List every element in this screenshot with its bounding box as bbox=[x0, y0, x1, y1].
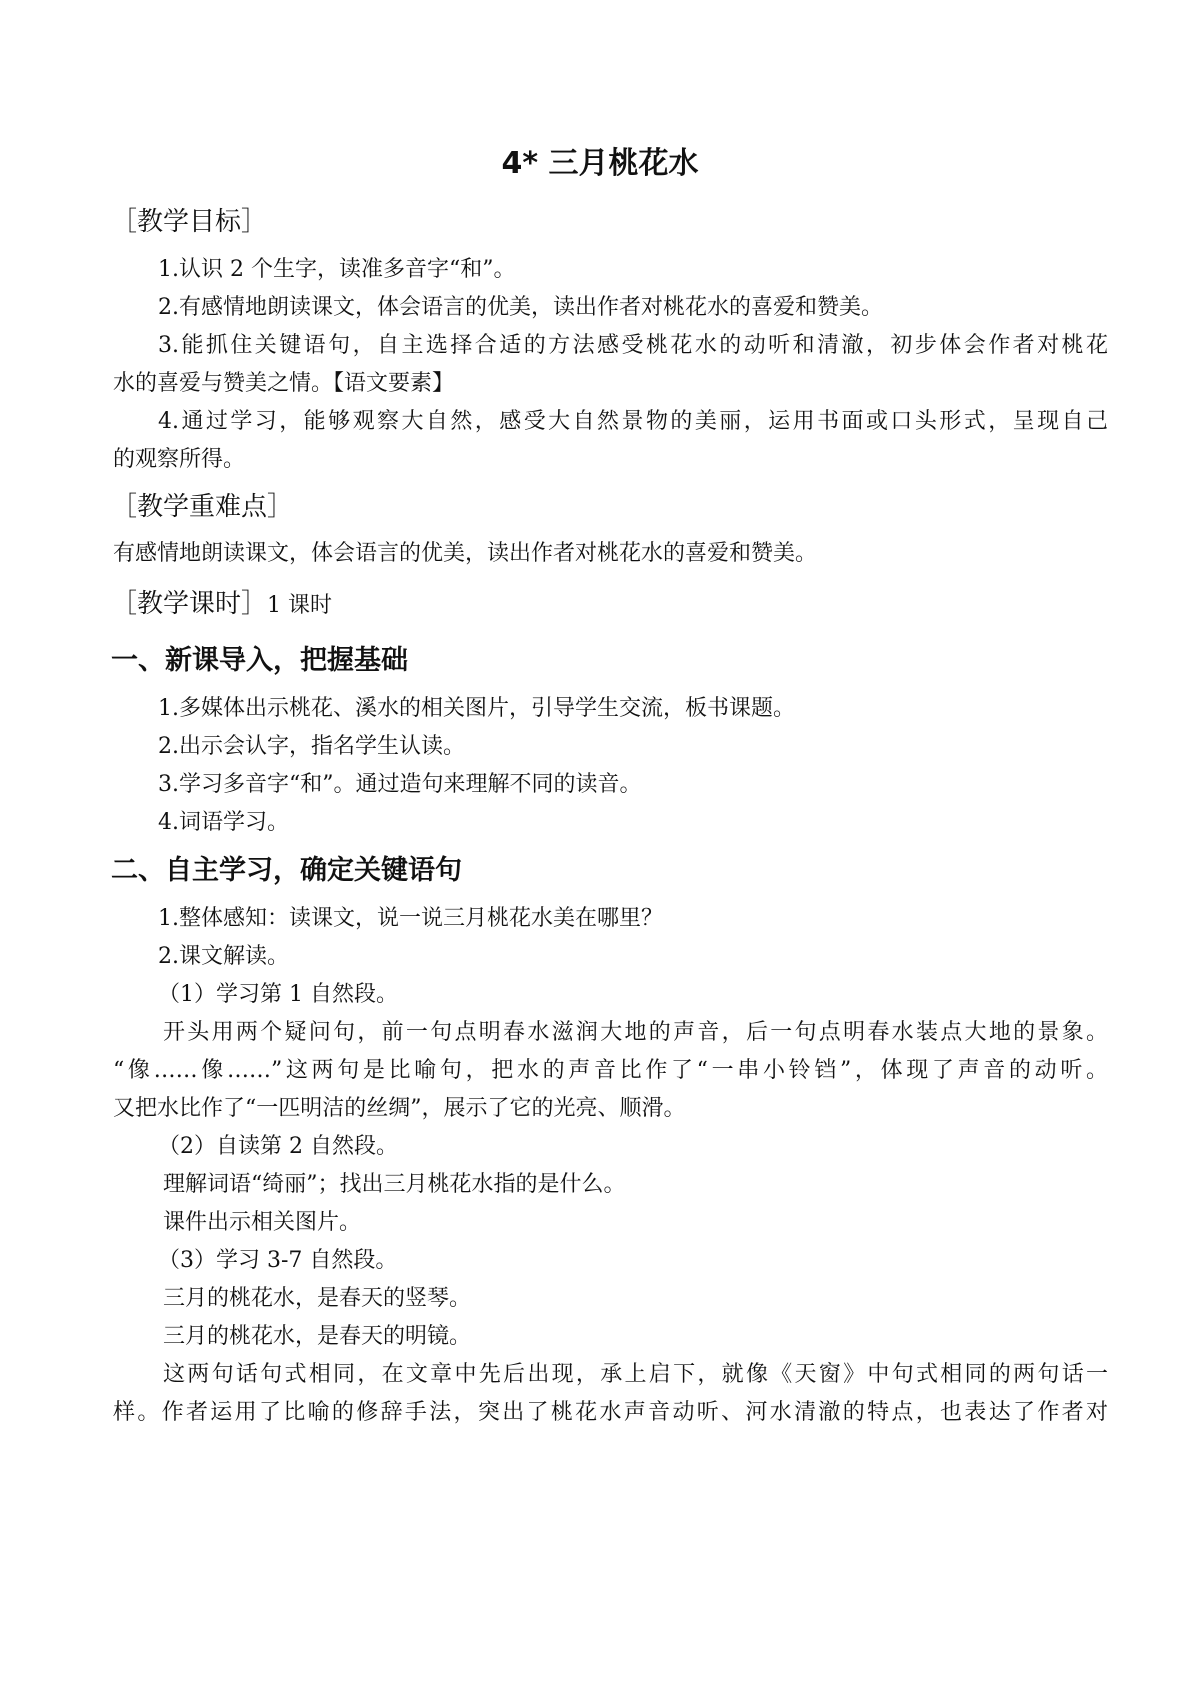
part1-item-1: 1.多媒体出示桃花、溪水的相关图片，引导学生交流，板书课题。 bbox=[158, 696, 795, 721]
objective-item-4-cont: 的观察所得。 bbox=[113, 447, 246, 472]
part1-item-3: 3.学习多音字“和”。通过造句来理解不同的读音。 bbox=[158, 772, 642, 797]
part2-line-8: 理解词语“绮丽”；找出三月桃花水指的是什么。 bbox=[163, 1172, 626, 1197]
objective-item-3-cont: 水的喜爱与赞美之情。【语文要素】 bbox=[113, 371, 455, 396]
class-hours-heading: ［教学课时］ bbox=[111, 589, 268, 619]
objective-item-2: 2.有感情地朗读课文，体会语言的优美，读出作者对桃花水的喜爱和赞美。 bbox=[158, 295, 883, 320]
objective-item-3: 3.能抓住关键语句，自主选择合适的方法感受桃花水的动听和清澈，初步体会作者对桃花 bbox=[158, 333, 1108, 358]
part2-line-13: 这两句话句式相同，在文章中先后出现，承上启下，就像《天窗》中句式相同的两句话一 bbox=[163, 1362, 1108, 1387]
part2-line-12: 三月的桃花水，是春天的明镜。 bbox=[163, 1324, 472, 1349]
part2-line-14: 样。作者运用了比喻的修辞手法，突出了桃花水声音动听、河水清澈的特点，也表达了作者对 bbox=[113, 1400, 1108, 1425]
class-hours-value: 1 课时 bbox=[267, 593, 333, 618]
part1-item-2: 2.出示会认字，指名学生认读。 bbox=[158, 734, 465, 759]
part2-line-5: “像……像……”这两句是比喻句，把水的声音比作了“一串小铃铛”，体现了声音的动听。 bbox=[113, 1058, 1108, 1083]
objectives-heading: ［教学目标］ bbox=[111, 207, 268, 237]
part2-line-2: 2.课文解读。 bbox=[158, 944, 289, 969]
part2-line-9: 课件出示相关图片。 bbox=[163, 1210, 362, 1235]
objective-item-1: 1.认识 2 个生字，读准多音字“和”。 bbox=[158, 257, 516, 282]
part2-heading: 二、自主学习，确定关键语句 bbox=[111, 855, 462, 886]
part2-line-1: 1.整体感知：读课文，说一说三月桃花水美在哪里？ bbox=[158, 906, 663, 931]
part2-line-7: （2）自读第 2 自然段。 bbox=[158, 1134, 398, 1159]
part2-line-6: 又把水比作了“一匹明洁的丝绸”，展示了它的光亮、顺滑。 bbox=[113, 1096, 686, 1121]
key-points-heading: ［教学重难点］ bbox=[111, 492, 294, 522]
part1-heading: 一、新课导入，把握基础 bbox=[111, 645, 408, 676]
part1-item-4: 4.词语学习。 bbox=[158, 810, 289, 835]
part2-line-3: （1）学习第 1 自然段。 bbox=[158, 982, 398, 1007]
document-title: 4* 三月桃花水 bbox=[501, 146, 699, 181]
objective-item-4: 4.通过学习，能够观察大自然，感受大自然景物的美丽，运用书面或口头形式，呈现自己 bbox=[158, 409, 1108, 434]
part2-line-11: 三月的桃花水，是春天的竖琴。 bbox=[163, 1286, 472, 1311]
class-hours-row bbox=[111, 584, 332, 626]
part2-line-10: （3）学习 3-7 自然段。 bbox=[158, 1248, 398, 1273]
key-points-text: 有感情地朗读课文，体会语言的优美，读出作者对桃花水的喜爱和赞美。 bbox=[113, 541, 818, 566]
part2-line-4: 开头用两个疑问句，前一句点明春水滋润大地的声音，后一句点明春水装点大地的景象。 bbox=[163, 1020, 1108, 1045]
